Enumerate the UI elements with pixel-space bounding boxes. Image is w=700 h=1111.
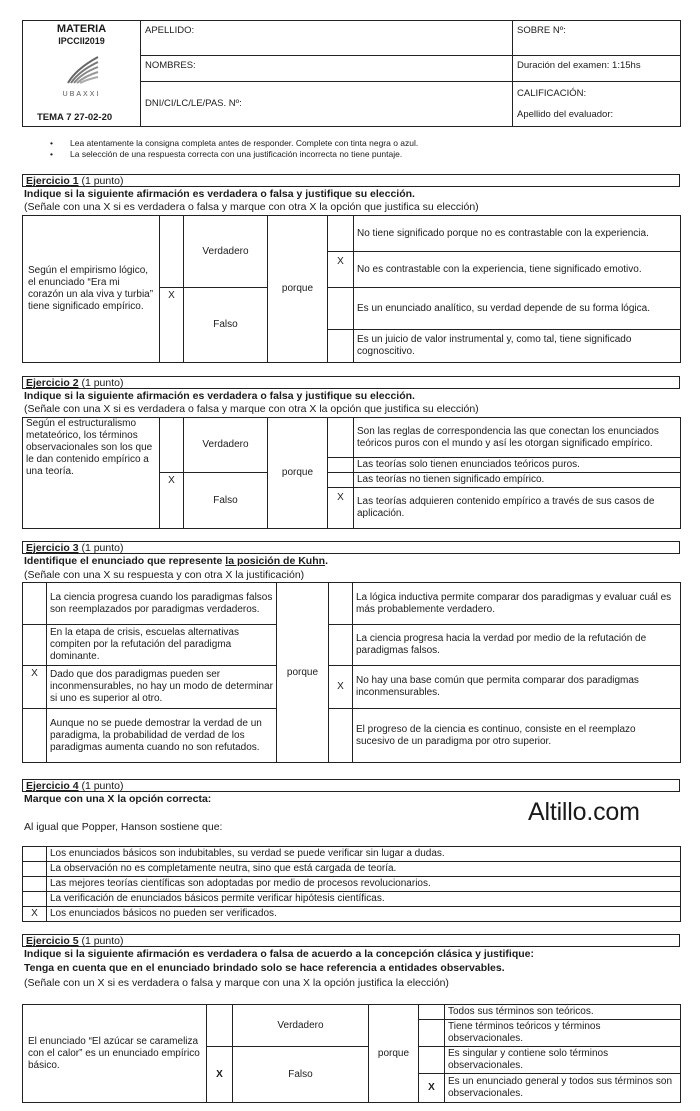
ex1-statement: Según el empirismo lógico, el enunciado “Era mi corazón un ala viva y turbia” tiene significado empírico. bbox=[23, 216, 160, 363]
ex1-instruction: Indique si la siguiente afirmación es verdadera o falsa y justifique su elección. bbox=[24, 188, 415, 200]
ex3-table bbox=[22, 582, 681, 763]
instruction-item: • Lea atentamente la consigna completa antes de responder. Complete con tinta negra o azul. bbox=[50, 138, 419, 148]
ex2-option-checkbox[interactable] bbox=[328, 458, 354, 473]
ex2-statement: Según el estructuralismo metateórico, los términos observacionales son los que le dan contenido empírico a una teoría. bbox=[23, 418, 160, 529]
ex5-option-checkbox[interactable]: X bbox=[419, 1074, 445, 1103]
ex3-left-option: En la etapa de crisis, escuelas alternativas compiten por la refutación del paradigma dominante. bbox=[47, 625, 277, 666]
ex1-option-text: No tiene significado porque no es contrastable con la experiencia. bbox=[354, 216, 681, 252]
instructions-list bbox=[50, 138, 670, 160]
ex4-prompt: Al igual que Popper, Hanson sostiene que: bbox=[24, 821, 223, 833]
altillo-watermark: Altillo.com bbox=[528, 798, 640, 826]
ex4-option-checkbox[interactable]: X bbox=[23, 907, 47, 922]
ex3-left-checkbox[interactable] bbox=[23, 583, 47, 625]
ex1-option-text: Es un juicio de valor instrumental y, como tal, tiene significado cognoscitivo. bbox=[354, 330, 681, 363]
exam-header bbox=[22, 20, 681, 127]
ex3-instruction: Identifique el enunciado que represente la posición de Kuhn. bbox=[24, 555, 328, 567]
ex3-left-checkbox[interactable]: X bbox=[23, 666, 47, 709]
ex2-option-checkbox[interactable] bbox=[328, 418, 354, 458]
ex1-table bbox=[22, 215, 681, 363]
ex4-option-text: Las mejores teorías científicas son adoptadas por medio de procesos revolucionarios. bbox=[47, 877, 681, 892]
ex4-table bbox=[22, 846, 681, 922]
ex2-true-checkbox[interactable] bbox=[160, 418, 184, 473]
ex5-note: (Señale con un X si es verdadera o falsa y marque con una X la opción justifica la elección) bbox=[24, 977, 449, 989]
ex2-option-text: Son las reglas de correspondencia las que conectan los enunciados teóricos puros con el mundo y así les otorgan significado empírico. bbox=[354, 418, 681, 458]
ex1-true-checkbox[interactable] bbox=[160, 216, 184, 288]
ex1-note: (Señale con una X si es verdadera o falsa y marque con otra X la opción que justifica su elección) bbox=[24, 201, 479, 213]
ex1-false-label: Falso bbox=[184, 288, 268, 363]
ex2-option-text: Las teorías solo tienen enunciados teóricos puros. bbox=[354, 458, 681, 473]
ex5-option-text: Es singular y contiene solo términos observacionales. bbox=[445, 1047, 681, 1074]
ex5-title: Ejercicio 5 (1 punto) bbox=[22, 934, 680, 947]
ex1-option-text: Es un enunciado analítico, su verdad depende de su forma lógica. bbox=[354, 288, 681, 330]
ex1-title: Ejercicio 1 (1 punto) bbox=[22, 174, 680, 187]
ex1-option-checkbox[interactable] bbox=[328, 330, 354, 363]
ex3-right-checkbox[interactable] bbox=[329, 625, 353, 666]
ex2-title: Ejercicio 2 (1 punto) bbox=[22, 376, 680, 389]
ex2-option-text: Las teorías adquieren contenido empírico a través de sus casos de aplicación. bbox=[354, 488, 681, 529]
subject-code: IPCCII2019 bbox=[58, 36, 105, 46]
ex3-right-checkbox[interactable] bbox=[329, 709, 353, 763]
ex5-porque: porque bbox=[369, 1005, 419, 1103]
evaluador-label: Apellido del evaluador: bbox=[517, 109, 614, 120]
ex1-option-checkbox[interactable] bbox=[328, 288, 354, 330]
ex5-instruction-2: Tenga en cuenta que en el enunciado brindado solo se hace referencia a entidades observables. bbox=[24, 962, 505, 974]
ex5-false-checkbox[interactable]: X bbox=[207, 1047, 233, 1103]
ex2-porque: porque bbox=[268, 418, 328, 529]
ex3-right-option: El progreso de la ciencia es continuo, consiste en el reemplazo sucesivo de un paradigma por otro superior. bbox=[353, 709, 681, 763]
ex3-right-checkbox[interactable]: X bbox=[329, 666, 353, 709]
ex4-option-text: Los enunciados básicos no pueden ser verificados. bbox=[47, 907, 681, 922]
ex3-left-option: La ciencia progresa cuando los paradigmas falsos son reemplazados por paradigmas verdaderos. bbox=[47, 583, 277, 625]
logo-text: UBAXXI bbox=[62, 91, 101, 98]
ex2-note: (Señale con una X si es verdadera o falsa y marque con otra X la opción que justifica su elección) bbox=[24, 403, 479, 415]
subject-cell bbox=[23, 21, 141, 127]
ex3-right-checkbox[interactable] bbox=[329, 583, 353, 625]
ex5-table bbox=[22, 1004, 681, 1103]
ex5-option-text: Es un enunciado general y todos sus términos son observacionales. bbox=[445, 1074, 681, 1103]
ex3-right-option: No hay una base común que permita comparar dos paradigmas inconmensurables. bbox=[353, 666, 681, 709]
nombres-field[interactable]: NOMBRES: bbox=[141, 56, 513, 82]
calificacion-label: CALIFICACIÓN: bbox=[517, 88, 587, 99]
ex5-option-checkbox[interactable] bbox=[419, 1047, 445, 1074]
ex2-true-label: Verdadero bbox=[184, 418, 268, 473]
ex1-option-checkbox[interactable] bbox=[328, 216, 354, 252]
ex2-option-text: Las teorías no tienen significado empírico. bbox=[354, 473, 681, 488]
subject-label: MATERIA bbox=[56, 23, 107, 35]
ex1-true-label: Verdadero bbox=[184, 216, 268, 288]
ex3-left-option: Dado que dos paradigmas pueden ser inconmensurables, no hay un modo de determinar si uno es superior al otro. bbox=[47, 666, 277, 709]
ex4-option-checkbox[interactable] bbox=[23, 892, 47, 907]
ex5-option-checkbox[interactable] bbox=[419, 1020, 445, 1047]
ex4-option-text: La observación no es completamente neutra, sino que está cargada de teoría. bbox=[47, 862, 681, 877]
ex2-option-checkbox[interactable]: X bbox=[328, 488, 354, 529]
ex3-note: (Señale con una X su respuesta y con otra X la justificación) bbox=[24, 569, 305, 581]
ubaxxi-logo bbox=[62, 53, 102, 87]
ex3-left-checkbox[interactable] bbox=[23, 625, 47, 666]
ex2-false-label: Falso bbox=[184, 473, 268, 529]
ex2-instruction: Indique si la siguiente afirmación es verdadera o falsa y justifique su elección. bbox=[24, 390, 415, 402]
ex4-option-checkbox[interactable] bbox=[23, 877, 47, 892]
ex2-option-checkbox[interactable] bbox=[328, 473, 354, 488]
ex4-option-text: Los enunciados básicos son indubitables, su verdad se puede verificar sin lugar a dudas. bbox=[47, 847, 681, 862]
ex5-option-text: Tiene términos teóricos y términos observacionales. bbox=[445, 1020, 681, 1047]
instruction-item: • La selección de una respuesta correcta con una justificación incorrecta no tiene puntaje. bbox=[50, 149, 403, 159]
ex5-option-text: Todos sus términos son teóricos. bbox=[445, 1005, 681, 1020]
ex5-true-checkbox[interactable] bbox=[207, 1005, 233, 1047]
ex1-option-text: No es contrastable con la experiencia, tiene significado emotivo. bbox=[354, 252, 681, 288]
dni-label: DNI/CI/LC/LE/PAS. Nº: bbox=[145, 98, 242, 109]
ex5-false-label: Falso bbox=[233, 1047, 369, 1103]
duracion-label: Duración del examen: 1:15hs bbox=[513, 56, 681, 82]
ex4-option-checkbox[interactable] bbox=[23, 847, 47, 862]
ex2-false-checkbox[interactable]: X bbox=[160, 473, 184, 529]
ex5-true-label: Verdadero bbox=[233, 1005, 369, 1047]
ex4-option-checkbox[interactable] bbox=[23, 862, 47, 877]
ex1-false-checkbox[interactable]: X bbox=[160, 288, 184, 363]
ex5-option-checkbox[interactable] bbox=[419, 1005, 445, 1020]
ex3-left-option: Aunque no se puede demostrar la verdad de un paradigma, la probabilidad de verdad de los paradigmas aumenta cuando no son refutados. bbox=[47, 709, 277, 763]
ex3-right-option: La lógica inductiva permite comparar dos paradigmas y evaluar cuál es más probablemente verdadero. bbox=[353, 583, 681, 625]
tema-label: TEMA 7 27-02-20 bbox=[37, 112, 113, 123]
ex4-instruction: Marque con una X la opción correcta: bbox=[24, 793, 212, 805]
apellido-field[interactable]: APELLIDO: bbox=[141, 21, 513, 56]
ex4-title: Ejercicio 4 (1 punto) bbox=[22, 779, 680, 792]
ex2-table bbox=[22, 417, 681, 529]
ex3-porque: porque bbox=[277, 583, 329, 763]
ex3-title: Ejercicio 3 (1 punto) bbox=[22, 541, 680, 554]
ex3-left-checkbox[interactable] bbox=[23, 709, 47, 763]
ex5-statement: El enunciado “El azúcar se carameliza con el calor” es un enunciado empírico básico. bbox=[23, 1005, 207, 1103]
ex5-instruction-1: Indique si la siguiente afirmación es verdadera o falsa de acuerdo a la concepción clásica y justifique: bbox=[24, 948, 535, 960]
ex1-porque: porque bbox=[268, 216, 328, 363]
ex4-option-text: La verificación de enunciados básicos permite verificar hipótesis científicas. bbox=[47, 892, 681, 907]
ex1-option-checkbox[interactable]: X bbox=[328, 252, 354, 288]
ex3-right-option: La ciencia progresa hacia la verdad por medio de la refutación de paradigmas falsos. bbox=[353, 625, 681, 666]
calificacion-cell bbox=[513, 82, 681, 127]
sobre-field[interactable]: SOBRE Nº: bbox=[513, 21, 681, 56]
dni-field[interactable] bbox=[141, 82, 513, 127]
